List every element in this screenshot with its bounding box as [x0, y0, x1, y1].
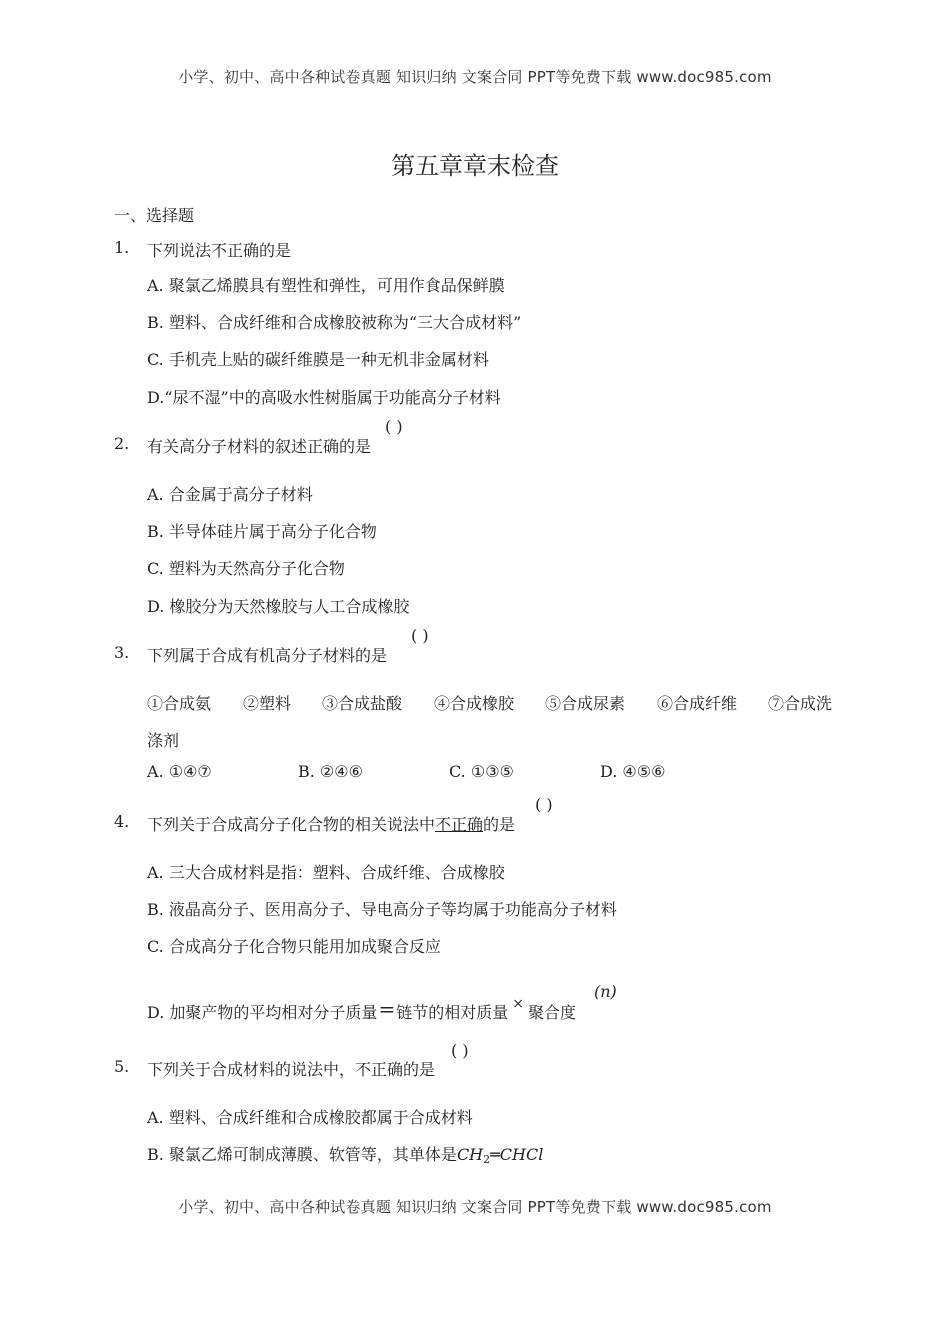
q1-option-d: D.“尿不湿”中的高吸水性树脂属于功能高分子材料: [147, 388, 501, 407]
q3-choice-c: C. ①③⑤: [449, 762, 514, 781]
section-heading: 一、选择题: [114, 206, 195, 225]
q4-d-pre: D. 加聚产物的平均相对分子质量: [147, 1003, 378, 1022]
page-header: 小学、初中、高中各种试卷真题 知识归纳 文案合同 PPT等免费下载 www.doc985.com: [178, 68, 772, 86]
q5-option-b: [147, 1142, 543, 1166]
q4-d-n: (n): [594, 982, 617, 1001]
q3-item-2: ②塑料: [243, 694, 292, 713]
q5-b-sub: 2: [483, 1153, 491, 1166]
q4-d-post: 聚合度: [527, 1003, 576, 1022]
q3-item-7-cont: 涤剂: [147, 731, 180, 750]
q3-item-3: ③合成盐酸: [322, 694, 403, 713]
q4-stem-underlined: 不正确: [435, 815, 484, 834]
q2-stem: 有关高分子材料的叙述正确的是: [147, 437, 372, 456]
q3-stem: 下列属于合成有机高分子材料的是: [147, 646, 388, 665]
q2-option-a: A. 合金属于高分子材料: [147, 485, 313, 504]
q3-number: 3.: [114, 643, 130, 662]
q4-answer-paren: ( ): [535, 795, 553, 814]
q4-stem-pre: 下列关于合成高分子化合物的相关说法中: [147, 815, 436, 834]
q3-answer-paren: ( ): [411, 626, 429, 645]
q3-item-4: ④合成橡胶: [434, 694, 515, 713]
page-footer: 小学、初中、高中各种试卷真题 知识归纳 文案合同 PPT等免费下载 www.doc985.com: [178, 1198, 772, 1216]
q4-number: 4.: [114, 812, 130, 831]
q4-option-d: [147, 996, 576, 1023]
q2-option-b: B. 半导体硅片属于高分子化合物: [147, 522, 377, 541]
q4-stem-post: 的是: [483, 815, 516, 834]
q5-answer-paren: ( ): [451, 1041, 469, 1060]
q3-choice-a: A. ①④⑦: [147, 762, 212, 781]
q5-stem: 下列关于合成材料的说法中，不正确的是: [147, 1060, 436, 1079]
q2-option-c: C. 塑料为天然高分子化合物: [147, 559, 345, 578]
q1-number: 1.: [114, 238, 130, 257]
q1-option-a: A. 聚氯乙烯膜具有塑性和弹性，可用作食品保鲜膜: [147, 276, 505, 295]
q3-item-1: ①合成氨: [147, 694, 212, 713]
q5-b-formula: [457, 1145, 543, 1164]
q4-d-mid: 链节的相对质量: [396, 1003, 509, 1022]
q4-d-equals: =: [378, 997, 396, 1021]
q3-choice-b: B. ②④⑥: [298, 762, 363, 781]
q3-item-5: ⑤合成尿素: [545, 694, 626, 713]
q5-number: 5.: [114, 1057, 130, 1076]
q4-option-c: C. 合成高分子化合物只能用加成聚合反应: [147, 937, 441, 956]
q4-d-times: ×: [512, 996, 524, 1012]
q5-b-ch: CH: [456, 1145, 484, 1164]
q5-b-chcl: CHCl: [499, 1145, 544, 1164]
q3-item-7: ⑦合成洗: [768, 694, 833, 713]
q4-stem: [147, 812, 515, 835]
q2-answer-paren: ( ): [385, 417, 403, 436]
q3-choice-d: D. ④⑤⑥: [600, 762, 666, 781]
q4-option-b: B. 液晶高分子、医用高分子、导电高分子等均属于功能高分子材料: [147, 900, 617, 919]
q2-option-d: D. 橡胶分为天然橡胶与人工合成橡胶: [147, 597, 410, 616]
q4-option-a: A. 三大合成材料是指：塑料、合成纤维、合成橡胶: [147, 863, 505, 882]
q5-b-text: B. 聚氯乙烯可制成薄膜、软管等，其单体是: [147, 1145, 457, 1164]
q3-item-6: ⑥合成纤维: [657, 694, 738, 713]
q1-stem: 下列说法不正确的是: [147, 241, 292, 260]
q2-number: 2.: [114, 434, 130, 453]
page-title: 第五章章末检查: [391, 152, 559, 180]
q5-b-bond: ═: [490, 1145, 500, 1164]
q1-option-c: C. 手机壳上贴的碳纤维膜是一种无机非金属材料: [147, 350, 489, 369]
q1-option-b: B. 塑料、合成纤维和合成橡胶被称为“三大合成材料”: [147, 313, 522, 332]
q5-option-a: A. 塑料、合成纤维和合成橡胶都属于合成材料: [147, 1108, 473, 1127]
